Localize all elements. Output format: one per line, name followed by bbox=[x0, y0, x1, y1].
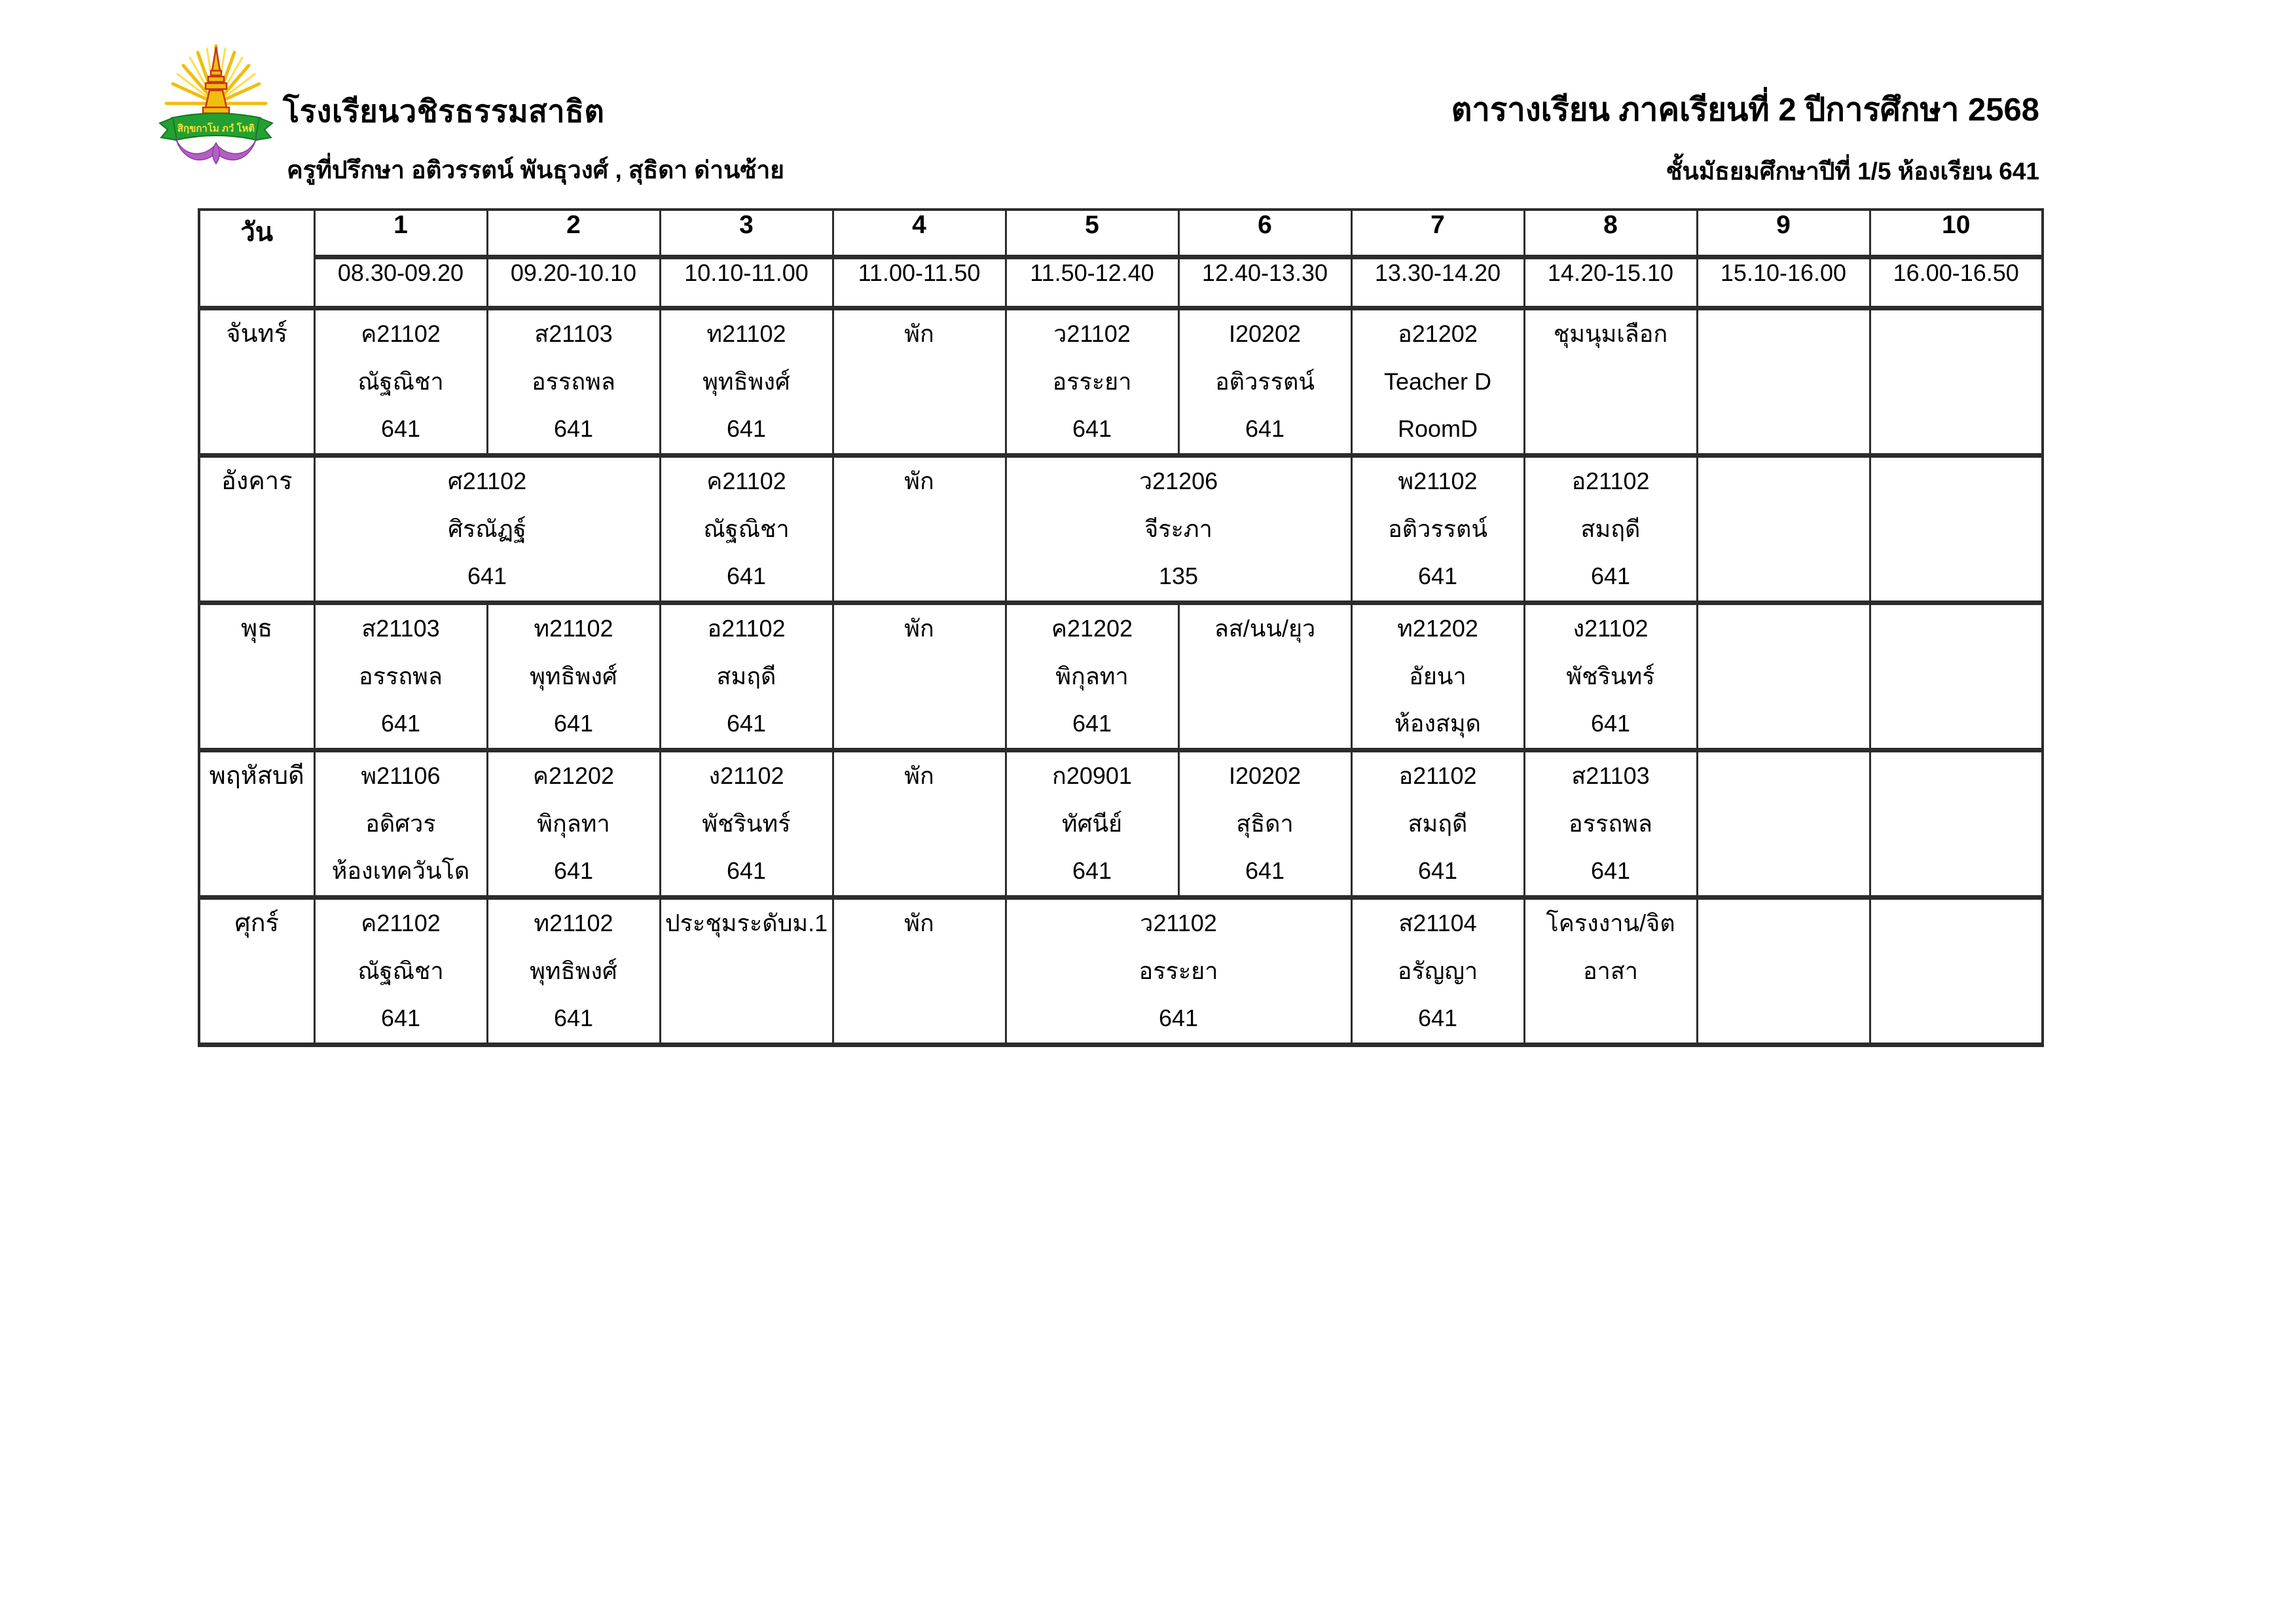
timetable-cell bbox=[1870, 897, 2043, 1044]
subject-code bbox=[1698, 605, 1869, 653]
subject-code: พัก bbox=[904, 467, 934, 494]
subject-code: ว21206 bbox=[1139, 467, 1218, 494]
day-label-text bbox=[200, 553, 314, 600]
timetable-cell bbox=[1697, 750, 1870, 897]
day-label-text bbox=[200, 358, 314, 405]
room-number bbox=[834, 995, 1005, 1043]
period-time-1: 08.30-09.20 bbox=[314, 257, 487, 308]
timetable-head bbox=[199, 210, 2043, 308]
subject-code: ว21102 bbox=[1053, 320, 1131, 347]
room-number bbox=[1871, 553, 2042, 600]
timetable-cell bbox=[1006, 455, 1351, 602]
period-number-9: 9 bbox=[1697, 210, 1870, 257]
subject-code: อ21202 bbox=[1398, 320, 1478, 347]
room-number: 641 bbox=[1072, 710, 1112, 737]
timetable-cell bbox=[660, 455, 833, 602]
teacher-name: พุทธิพงศ์ bbox=[530, 662, 617, 690]
room-number: 641 bbox=[1590, 710, 1631, 737]
room-number: 641 bbox=[1158, 1005, 1199, 1032]
subject-code bbox=[1698, 458, 1869, 506]
room-number: 641 bbox=[1417, 1005, 1458, 1032]
room-number bbox=[834, 553, 1005, 600]
timetable-cell bbox=[833, 455, 1006, 602]
period-number-10: 10 bbox=[1870, 210, 2043, 257]
teacher-name: พัชรินทร์ bbox=[702, 809, 791, 837]
day-label-text: พุธ bbox=[241, 614, 273, 642]
teacher-name bbox=[834, 947, 1005, 995]
teacher-name bbox=[834, 505, 1005, 553]
teacher-name: สุธิดา bbox=[1236, 809, 1294, 837]
period-number-4: 4 bbox=[833, 210, 1006, 257]
subject-code: ศ21102 bbox=[447, 467, 527, 494]
subject-code: ส21104 bbox=[1398, 909, 1477, 936]
subject-code: ค21202 bbox=[532, 762, 615, 789]
room-number bbox=[834, 700, 1005, 748]
room-number: 641 bbox=[1245, 857, 1285, 885]
room-number bbox=[834, 847, 1005, 895]
subject-code: ก20901 bbox=[1052, 762, 1132, 789]
teacher-name: Teacher D bbox=[1383, 367, 1492, 395]
teacher-name bbox=[1871, 505, 2042, 553]
timetable-cell bbox=[1006, 897, 1351, 1044]
teacher-name: สมฤดี bbox=[1580, 515, 1641, 542]
subject-code: ส21103 bbox=[1571, 762, 1650, 789]
timetable-cell bbox=[833, 750, 1006, 897]
teacher-name bbox=[1698, 947, 1869, 995]
timetable-cell bbox=[487, 897, 660, 1044]
day-row bbox=[199, 308, 2043, 455]
room-number: 641 bbox=[1590, 563, 1631, 590]
subject-code: ท21102 bbox=[534, 909, 613, 936]
school-name: โรงเรียนวชิรธรรมสาธิต bbox=[283, 94, 605, 128]
timetable-cell bbox=[1351, 750, 1524, 897]
timetable-cell bbox=[1524, 308, 1697, 455]
timetable-cell bbox=[1870, 750, 2043, 897]
timetable-cell bbox=[1697, 455, 1870, 602]
subject-code: ท21202 bbox=[1397, 614, 1478, 642]
timetable-cell bbox=[1006, 602, 1178, 750]
subject-code: ค21202 bbox=[1051, 614, 1133, 642]
school-logo bbox=[156, 38, 276, 166]
timetable-cell bbox=[314, 308, 487, 455]
subject-code: ส21103 bbox=[361, 614, 440, 642]
logo-flourish bbox=[175, 138, 257, 164]
teacher-name bbox=[1871, 947, 2042, 995]
teacher-name: สมฤดี bbox=[716, 662, 776, 690]
teacher-name: จีระภา bbox=[1144, 515, 1212, 542]
teacher-name: ณัฐณิชา bbox=[703, 515, 790, 542]
day-label bbox=[199, 750, 314, 897]
teacher-name: ณัฐณิชา bbox=[357, 957, 444, 984]
room-number bbox=[1525, 405, 1696, 453]
teacher-name: อรรถพล bbox=[532, 367, 615, 395]
teacher-name bbox=[1698, 505, 1869, 553]
teacher-name: อรัญญา bbox=[1397, 957, 1478, 984]
subject-code: ประชุมระดับม.1 bbox=[665, 909, 828, 936]
subject-code: พัก bbox=[904, 320, 934, 347]
timetable-cell bbox=[660, 308, 833, 455]
teacher-name bbox=[834, 358, 1005, 405]
teacher-name bbox=[1698, 800, 1869, 847]
teacher-name: อรระยา bbox=[1052, 367, 1132, 395]
timetable-cell bbox=[1006, 308, 1178, 455]
day-label-text: จันทร์ bbox=[226, 320, 288, 348]
room-number: RoomD bbox=[1397, 415, 1478, 443]
subject-code bbox=[1871, 752, 2042, 800]
timetable-cell bbox=[833, 897, 1006, 1044]
teacher-name: อาสา bbox=[1582, 957, 1639, 984]
subject-code: ง21102 bbox=[708, 762, 784, 789]
teacher-name: อติวรรตน์ bbox=[1388, 515, 1487, 542]
room-number bbox=[1698, 847, 1869, 895]
subject-code: โครงงาน/จิต bbox=[1546, 909, 1675, 936]
subject-code bbox=[1698, 900, 1869, 948]
timetable-cell bbox=[1697, 308, 1870, 455]
room-number: ห้องเทควันโด bbox=[331, 857, 470, 885]
timetable-cell bbox=[1870, 602, 2043, 750]
teacher-name: อรระยา bbox=[1139, 957, 1218, 984]
timetable-cell bbox=[1351, 897, 1524, 1044]
room-number bbox=[1698, 700, 1869, 748]
room-number bbox=[661, 995, 832, 1043]
subject-code: ท21102 bbox=[534, 614, 613, 642]
advisor-line: ครูที่ปรึกษา อติวรรตน์ พันธุวงศ์ , สุธิดา ด่านซ้าย bbox=[287, 157, 784, 183]
timetable-cell bbox=[1178, 602, 1351, 750]
subject-code: ว21102 bbox=[1140, 909, 1217, 936]
period-time-3: 10.10-11.00 bbox=[660, 257, 833, 308]
room-number bbox=[1180, 700, 1351, 748]
timetable-cell bbox=[1351, 308, 1524, 455]
timetable-cell bbox=[1351, 602, 1524, 750]
teacher-name: พุทธิพงศ์ bbox=[702, 367, 790, 395]
subject-code: ท21102 bbox=[706, 320, 786, 347]
room-number bbox=[834, 405, 1005, 453]
timetable-cell bbox=[1870, 308, 2043, 455]
page-title: ตารางเรียน ภาคเรียนที่ 2 ปีการศึกษา 2568 bbox=[1451, 92, 2039, 128]
room-number bbox=[1871, 847, 2042, 895]
room-number: 641 bbox=[726, 857, 767, 885]
timetable-cell bbox=[660, 602, 833, 750]
period-time-10: 16.00-16.50 bbox=[1870, 257, 2043, 308]
room-number: 641 bbox=[380, 415, 421, 443]
subject-code bbox=[1871, 605, 2042, 653]
teacher-name: ณัฐณิชา bbox=[357, 367, 444, 395]
room-number bbox=[1871, 700, 2042, 748]
timetable-cell bbox=[314, 455, 660, 602]
subject-code bbox=[1698, 752, 1869, 800]
day-label bbox=[199, 308, 314, 455]
class-room-line: ชั้นมัธยมศึกษาปีที่ 1/5 ห้องเรียน 641 bbox=[1666, 158, 2039, 185]
period-number-1: 1 bbox=[314, 210, 487, 257]
period-number-2: 2 bbox=[487, 210, 660, 257]
room-number: 641 bbox=[553, 857, 594, 885]
timetable-cell bbox=[1524, 750, 1697, 897]
subject-code: ลส/นน/ยุว bbox=[1214, 614, 1316, 642]
timetable-cell bbox=[1524, 602, 1697, 750]
subject-code bbox=[1698, 310, 1869, 358]
timetable-cell bbox=[314, 897, 487, 1044]
subject-code: ค21102 bbox=[706, 467, 786, 494]
timetable-cell bbox=[1006, 750, 1178, 897]
timetable bbox=[198, 208, 2044, 1047]
subject-code: พัก bbox=[904, 762, 934, 789]
teacher-name: อรรถพล bbox=[1569, 809, 1652, 837]
day-row bbox=[199, 897, 2043, 1044]
room-number: 641 bbox=[553, 710, 594, 737]
room-number: 641 bbox=[1417, 563, 1458, 590]
day-row bbox=[199, 750, 2043, 897]
day-label-text bbox=[200, 847, 314, 895]
period-time-6: 12.40-13.30 bbox=[1178, 257, 1351, 308]
room-number: 641 bbox=[726, 563, 767, 590]
day-label-text bbox=[200, 800, 314, 847]
timetable-cell bbox=[1178, 750, 1351, 897]
subject-code bbox=[1871, 900, 2042, 948]
room-number: 641 bbox=[467, 563, 507, 590]
subject-code: ส21103 bbox=[534, 320, 613, 347]
day-row bbox=[199, 602, 2043, 750]
teacher-name: พิกุลทา bbox=[1055, 662, 1129, 690]
room-number: 641 bbox=[380, 1005, 421, 1032]
day-label bbox=[199, 455, 314, 602]
period-time-7: 13.30-14.20 bbox=[1351, 257, 1524, 308]
timetable-body bbox=[199, 308, 2043, 1044]
timetable-cell bbox=[487, 750, 660, 897]
teacher-name: อดิศวร bbox=[365, 809, 436, 837]
day-label-text bbox=[200, 505, 314, 553]
period-time-5: 11.50-12.40 bbox=[1006, 257, 1178, 308]
day-label-text: พฤหัสบดี bbox=[209, 762, 304, 790]
subject-code bbox=[1871, 310, 2042, 358]
room-number: 641 bbox=[1072, 857, 1112, 885]
teacher-name bbox=[834, 800, 1005, 847]
period-time-9: 15.10-16.00 bbox=[1697, 257, 1870, 308]
timetable-cell bbox=[660, 750, 833, 897]
teacher-name: พัชรินทร์ bbox=[1566, 662, 1655, 690]
room-number: 641 bbox=[1072, 415, 1112, 443]
subject-code bbox=[1871, 458, 2042, 506]
timetable-cell bbox=[833, 602, 1006, 750]
timetable-cell bbox=[1697, 602, 1870, 750]
room-number: 641 bbox=[726, 710, 767, 737]
timetable-cell bbox=[314, 750, 487, 897]
period-number-7: 7 bbox=[1351, 210, 1524, 257]
day-label-text bbox=[200, 405, 314, 453]
room-number: 641 bbox=[380, 710, 421, 737]
period-time-8: 14.20-15.10 bbox=[1524, 257, 1697, 308]
day-label-text bbox=[200, 700, 314, 748]
room-number: 641 bbox=[1245, 415, 1285, 443]
timetable-cell bbox=[1524, 455, 1697, 602]
period-time-4: 11.00-11.50 bbox=[833, 257, 1006, 308]
subject-code: ง21102 bbox=[1573, 614, 1649, 642]
subject-code: พัก bbox=[904, 614, 934, 642]
logo-ribbon bbox=[160, 113, 272, 140]
timetable-cell bbox=[314, 602, 487, 750]
teacher-name: อรรถพล bbox=[359, 662, 443, 690]
room-number bbox=[1698, 405, 1869, 453]
subject-code: พ21102 bbox=[1398, 467, 1478, 494]
teacher-name: อัยนา bbox=[1409, 662, 1467, 690]
subject-code: ชุมนุมเลือก bbox=[1553, 320, 1668, 347]
period-number-6: 6 bbox=[1178, 210, 1351, 257]
day-label-text bbox=[200, 995, 314, 1043]
teacher-name: ศิรณัฏฐ์ bbox=[448, 515, 526, 542]
room-number bbox=[1525, 995, 1696, 1043]
timetable-cell bbox=[1870, 455, 2043, 602]
teacher-name: พุทธิพงศ์ bbox=[530, 957, 617, 984]
teacher-name: สมฤดี bbox=[1408, 809, 1468, 837]
timetable-cell bbox=[1351, 455, 1524, 602]
subject-code: I20202 bbox=[1228, 762, 1302, 789]
day-label bbox=[199, 897, 314, 1044]
subject-code: ค21102 bbox=[361, 909, 441, 936]
teacher-name bbox=[1698, 652, 1869, 700]
timetable-cell bbox=[487, 308, 660, 455]
period-number-8: 8 bbox=[1524, 210, 1697, 257]
timetable-cell bbox=[487, 602, 660, 750]
day-label-text bbox=[200, 652, 314, 700]
room-number bbox=[1698, 995, 1869, 1043]
room-number bbox=[1871, 405, 2042, 453]
day-label bbox=[199, 602, 314, 750]
room-number: 641 bbox=[553, 1005, 594, 1032]
room-number bbox=[1698, 553, 1869, 600]
period-number-5: 5 bbox=[1006, 210, 1178, 257]
logo-motto: สิกฺขกาโม ภวํ โหติ bbox=[177, 123, 255, 134]
subject-code: I20202 bbox=[1228, 320, 1302, 347]
teacher-name bbox=[1871, 800, 2042, 847]
room-number: ห้องสมุด bbox=[1394, 710, 1481, 737]
room-number bbox=[1871, 995, 2042, 1043]
day-label-text: ศุกร์ bbox=[234, 909, 280, 937]
room-number: 641 bbox=[726, 415, 767, 443]
subject-code: อ21102 bbox=[707, 614, 786, 642]
day-column-header: วัน bbox=[199, 210, 314, 308]
teacher-name bbox=[1525, 358, 1696, 405]
teacher-name: อติวรรตน์ bbox=[1215, 367, 1315, 395]
teacher-name bbox=[1871, 358, 2042, 405]
timetable-cell bbox=[1524, 897, 1697, 1044]
teacher-name bbox=[1180, 652, 1351, 700]
teacher-name: ทัศนีย์ bbox=[1061, 809, 1123, 837]
teacher-name bbox=[1698, 358, 1869, 405]
period-time-2: 09.20-10.10 bbox=[487, 257, 660, 308]
subject-code: พัก bbox=[904, 909, 934, 936]
room-number: 135 bbox=[1158, 563, 1199, 590]
day-row bbox=[199, 455, 2043, 602]
period-number-3: 3 bbox=[660, 210, 833, 257]
room-number: 641 bbox=[553, 415, 594, 443]
day-label-text: อังคาร bbox=[221, 467, 293, 495]
subject-code: ค21102 bbox=[361, 320, 441, 347]
teacher-name: พิกุลทา bbox=[537, 809, 610, 837]
day-label-text bbox=[200, 947, 314, 995]
timetable-cell bbox=[1178, 308, 1351, 455]
teacher-name bbox=[834, 652, 1005, 700]
timetable-cell bbox=[833, 308, 1006, 455]
teacher-name bbox=[661, 947, 832, 995]
timetable-cell bbox=[660, 897, 833, 1044]
subject-code: อ21102 bbox=[1571, 467, 1650, 494]
subject-code: อ21102 bbox=[1398, 762, 1477, 789]
timetable-cell bbox=[1697, 897, 1870, 1044]
room-number: 641 bbox=[1417, 857, 1458, 885]
room-number: 641 bbox=[1590, 857, 1631, 885]
teacher-name bbox=[1871, 652, 2042, 700]
subject-code: พ21106 bbox=[361, 762, 441, 789]
